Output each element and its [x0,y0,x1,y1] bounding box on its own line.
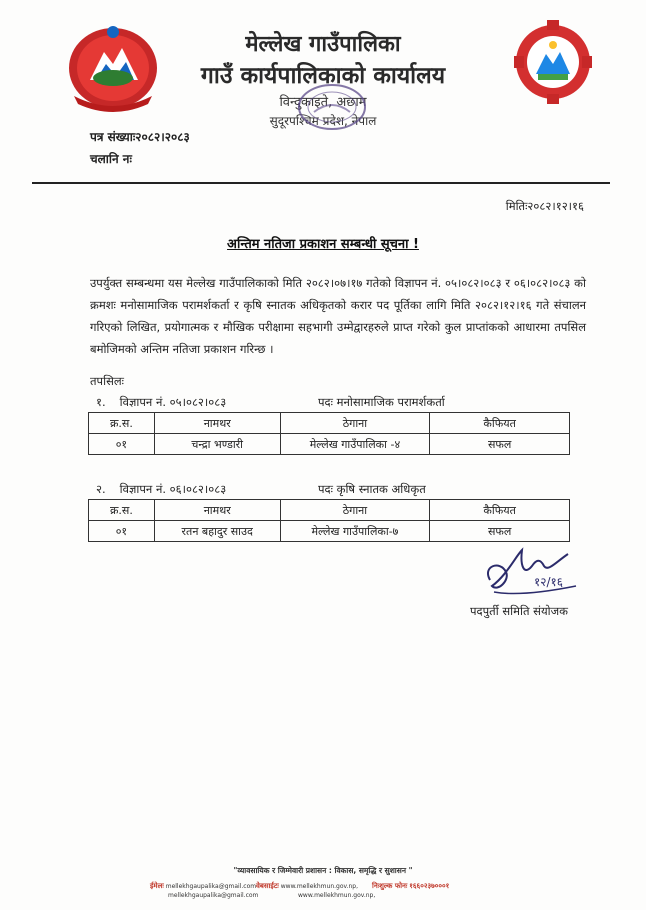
column-header: ठेगाना [280,500,430,521]
table-cell: मेल्लेख गाउँपालिका-७ [280,521,430,542]
table-cell: सफल [430,434,570,455]
municipality-name: मेल्लेख गाउँपालिका [245,32,401,57]
column-header: नामथर [154,413,280,434]
details-label: तपसिलः [90,374,124,388]
dispatch-number: चलानि नः [90,152,132,166]
column-header: कैफियत [430,500,570,521]
post-name: पदः कृषि स्नातक अधिकृत [318,482,426,496]
column-header: ठेगाना [280,413,430,434]
issue-date: मितिः२०८२।१२।१६ [505,199,584,213]
office-name: गाउँ कार्यपालिकाको कार्यालय [200,63,446,89]
table-header-row [89,413,570,434]
footer-email-secondary[interactable]: mellekhgaupalika@gmail.com [168,892,259,899]
table-cell: ०१ [89,434,155,455]
result-section-2-heading [96,482,566,497]
signatory-title: पदपुर्ती समिति संयोजक [470,604,568,618]
footer-website-secondary[interactable]: www.mellekhmun.gov.np, [298,892,376,899]
footer-website [256,882,358,891]
advertisement-number: विज्ञापन नं. ०६।०८२।०८३ [119,482,227,496]
column-header: क्र.स. [89,500,155,521]
table-header-row [89,500,570,521]
letter-number: पत्र संख्याः२०८२।२०८३ [90,130,190,144]
section-index: १. [96,395,106,409]
website-link[interactable]: www.mellekhmun.gov.np, [280,883,359,890]
table-cell: ०१ [89,521,155,542]
notice-title [0,234,646,252]
official-stamp-icon [296,82,368,132]
table-cell: मेल्लेख गाउँपालिका -४ [280,434,430,455]
section-index: २. [96,482,106,496]
footer-tollfree [372,882,449,891]
result-section-1-heading [96,395,566,410]
header-divider [32,182,610,184]
email-label: ईमेलः [150,882,164,890]
column-header: क्र.स. [89,413,155,434]
tollfree-label: निःशुल्क फोनः [372,882,408,890]
post-name: पदः मनोसामाजिक परामर्शकर्ता [318,395,445,409]
column-header: नामथर [154,500,280,521]
table-cell: सफल [430,521,570,542]
advertisement-number: विज्ञापन नं. ०५।०८२।०८३ [119,395,227,409]
website-label: वेबसाईटः [256,882,279,890]
table-cell: रतन बहादुर साउद [154,521,280,542]
notice-body: उपर्युक्त सम्बन्धमा यस मेल्लेख गाउँपालिकाको मिति २०८२।०७।१७ गतेको विज्ञापन नं. ०५।०८२।०८३ र ०६।०८२।०८३ को क्रमशः मनोसामाजिक परामर्शकर्ता र कृषि स्नातक अधिकृतको करार पद पूर्तिका लागि मिति २०८२।१२।१६ गते संचालन गरिएको लिखित, प्रयोगात्मक र मौखिक परीक्षामा सहभागी उम्मेद्वारहरुले प्राप्त गरेको कुल प्राप्तांकको आधारमा तपसिल बमोजिमको अन्तिम नतिजा प्रकाशन गरिन्छ । [90,276,586,356]
signature-icon [476,536,586,606]
tollfree-number: १६६०२३७०००१ [409,882,450,890]
footer-email [150,882,256,891]
signature-date: १२/१६ [534,575,564,589]
province-address: सुदूरपश्चिम प्रदेश, नेपाल [269,114,377,128]
table-cell: चन्द्रा भण्डारी [154,434,280,455]
notice-title-text: अन्तिम नतिजा प्रकाशन सम्बन्धी सूचना ! [227,237,419,252]
column-header: कैफियत [430,413,570,434]
result-table-1 [88,412,570,455]
email-address[interactable]: mellekhgaupalika@gmail.com [165,883,257,890]
table-row [89,434,570,455]
footer-motto: "व्यावसायिक र जिम्मेवारी प्रशासन : विकास, समृद्धि र सुशासन " [233,866,413,875]
office-address: विन्दुकाइते, अछाम [279,95,367,110]
